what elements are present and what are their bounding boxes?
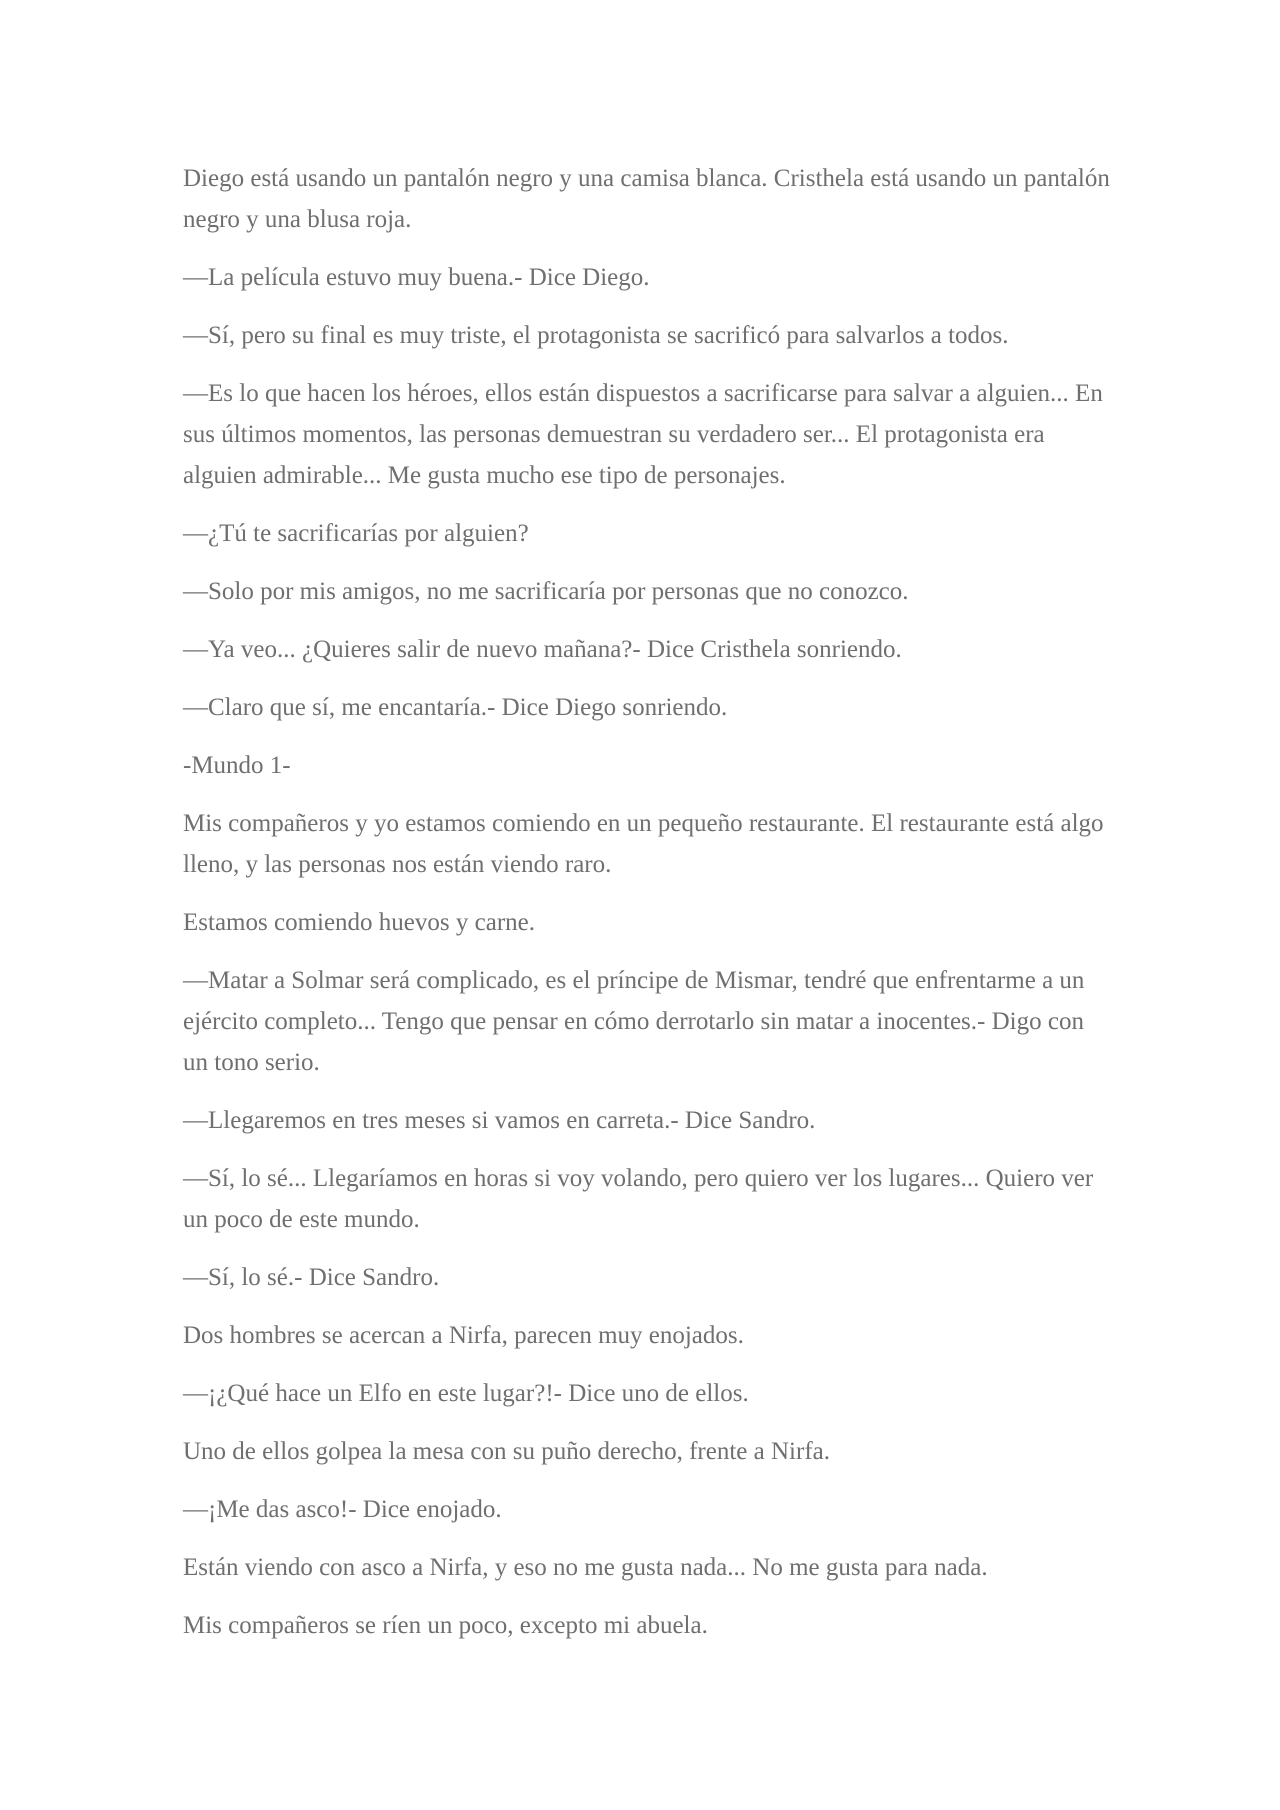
paragraph: —Ya veo... ¿Quieres salir de nuevo mañana?- Dice Cristhela sonriendo.	[183, 636, 902, 663]
paragraph: Mis compañeros se ríen un poco, excepto mi abuela.	[183, 1612, 708, 1639]
paragraph: —Es lo que hacen los héroes, ellos están dispuestos a sacrificarse para salvar a alguien... En sus últimos momentos, las personas demuestran su verdadero ser... El protagonista era alguien admirable... Me gusta mucho ese tipo de personajes.	[183, 380, 1103, 489]
paragraph: —Llegaremos en tres meses si vamos en carreta.- Dice Sandro.	[183, 1107, 816, 1134]
paragraph: —Matar a Solmar será complicado, es el príncipe de Mismar, tendré que enfrentarme a un ejército completo... Tengo que pensar en cómo derrotarlo sin matar a inocentes.- Digo con un tono serio.	[183, 967, 1085, 1076]
paragraph: —Solo por mis amigos, no me sacrificaría por personas que no conozco.	[183, 578, 909, 605]
paragraph: Uno de ellos golpea la mesa con su puño derecho, frente a Nirfa.	[183, 1438, 830, 1465]
paragraph: Estamos comiendo huevos y carne.	[183, 909, 535, 936]
paragraph: —Claro que sí, me encantaría.- Dice Diego sonriendo.	[183, 694, 728, 721]
paragraph: —Sí, lo sé... Llegaríamos en horas si voy volando, pero quiero ver los lugares... Quiero ver un poco de este mundo.	[183, 1165, 1094, 1233]
paragraph: —La película estuvo muy buena.- Dice Diego.	[183, 264, 650, 291]
paragraph: Mis compañeros y yo estamos comiendo en un pequeño restaurante. El restaurante está algo lleno, y las personas nos están viendo raro.	[183, 810, 1104, 878]
paragraph: —Sí, lo sé.- Dice Sandro.	[183, 1264, 440, 1291]
paragraph: —¡Me das asco!- Dice enojado.	[183, 1496, 502, 1523]
paragraph: Diego está usando un pantalón negro y una camisa blanca. Cristhela está usando un pantalón negro y una blusa roja.	[183, 165, 1110, 233]
section-heading: -Mundo 1-	[183, 752, 291, 779]
paragraph: Están viendo con asco a Nirfa, y eso no me gusta nada... No me gusta para nada.	[183, 1554, 988, 1581]
document-body	[183, 158, 1113, 1663]
paragraph: —¡¿Qué hace un Elfo en este lugar?!- Dice uno de ellos.	[183, 1380, 749, 1407]
paragraph: —Sí, pero su final es muy triste, el protagonista se sacrificó para salvarlos a todos.	[183, 322, 1009, 349]
paragraph: —¿Tú te sacrificarías por alguien?	[183, 520, 529, 547]
paragraph: Dos hombres se acercan a Nirfa, parecen muy enojados.	[183, 1322, 744, 1349]
